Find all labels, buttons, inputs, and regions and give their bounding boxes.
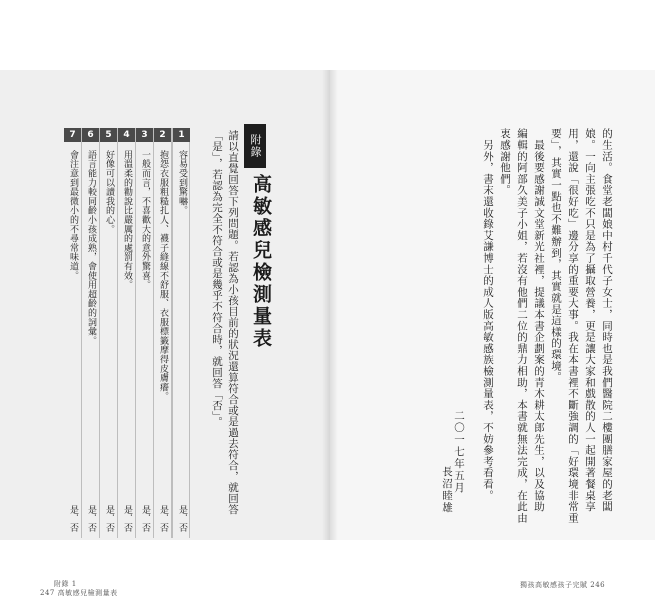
question-row <box>172 128 190 538</box>
body-line-4: 要」，其實一點也不難辦到，其實就是這樣的環境。 <box>550 128 562 383</box>
question-table <box>60 128 190 538</box>
question-text: 會注意到最微小的不尋常味道。 <box>68 150 78 281</box>
signature: 長沼睦雄 <box>441 466 453 514</box>
book-gutter <box>322 70 338 540</box>
answer-options[interactable]: 是．否 <box>158 505 168 532</box>
question-row <box>136 128 154 538</box>
date: 二〇一七年五月 <box>453 410 465 494</box>
question-text: 好像可以讀我的心。 <box>104 150 114 234</box>
body-line-8: 另外，書末還收錄艾謙博士的成人版高敏感族檢測量表，不妨參考看看。 <box>482 128 494 501</box>
question-number: 4 <box>118 128 135 142</box>
question-number: 3 <box>136 128 153 142</box>
question-text: 一般而言，不喜歡大的意外驚喜。 <box>140 150 150 290</box>
question-row <box>100 128 118 538</box>
footer-page-line <box>40 589 118 598</box>
body-line-7: 衷感謝他們。 <box>499 128 511 196</box>
appendix-badge: 附錄 <box>244 124 266 168</box>
question-number: 5 <box>100 128 117 142</box>
body-line-3: 用，還說「很好吃」邊分享的重要大事。我在本書裡不斷強調的「好環境非常重 <box>567 128 579 524</box>
question-text: 容易受到驚嚇。 <box>177 150 187 216</box>
question-row <box>82 128 100 538</box>
answer-options[interactable]: 是．否 <box>86 505 96 532</box>
page-title: 高敏感兒檢測量表 <box>250 174 272 350</box>
body-line-6: 編輯的阿部久美子小姐，若沒有他們二位的鼎力相助，本書就無法完成，在此由 <box>516 128 528 524</box>
answer-options[interactable]: 是．否 <box>122 505 132 532</box>
answer-options[interactable]: 是．否 <box>104 505 114 532</box>
question-number: 6 <box>82 128 99 142</box>
page-number: 247 <box>40 589 55 597</box>
body-line-1: 的生活。食堂老闆娘中村千代子女士，同時也是我們醫院二樓團膳家屋的老闆 <box>601 128 613 513</box>
body-line-5: 最後要感謝誠文堂新光社裡，提議本書企劃案的青木耕太郎先生，以及協助 <box>533 128 545 513</box>
running-title: 高敏感兒檢測量表 <box>57 589 118 597</box>
answer-options[interactable]: 是．否 <box>140 505 150 532</box>
footer-section: 附錄 1 <box>54 580 77 588</box>
page-number: 246 <box>590 581 606 589</box>
question-text: 語言能力較同齡小孩成熟，會使用超齡的詞彙。 <box>86 150 96 346</box>
intro-line-1: 請以直覺回答下列問題。若認為小孩目前的狀況還算符合或是過去符合，就回答 <box>227 130 239 515</box>
question-row <box>118 128 136 538</box>
question-text: 用溫柔的勸說比嚴厲的處罰有效。 <box>122 150 132 290</box>
intro-line-2: 「是」，若認為完全不符合或是幾乎不符合時，就回答「否」。 <box>211 130 223 428</box>
question-number: 1 <box>173 128 190 142</box>
answer-options[interactable]: 是．否 <box>177 505 187 532</box>
question-row <box>154 128 172 538</box>
body-line-2: 娘。一向主張吃不只是為了攝取營養，更是讓大家和戲散的人一起開著餐桌享 <box>584 128 596 513</box>
answer-options[interactable]: 是．否 <box>68 505 78 532</box>
question-text: 抱怨衣服粗糙扎人、襪子縫線不舒服、衣服標籤摩得皮膚癢。 <box>158 150 168 402</box>
left-footer <box>40 580 118 598</box>
right-footer <box>520 580 605 590</box>
book-spread <box>0 70 655 597</box>
question-row <box>64 128 82 538</box>
question-number: 2 <box>154 128 171 142</box>
question-number: 7 <box>64 128 81 142</box>
running-title: 獨孩高敏感孩子完賦 <box>520 581 588 589</box>
